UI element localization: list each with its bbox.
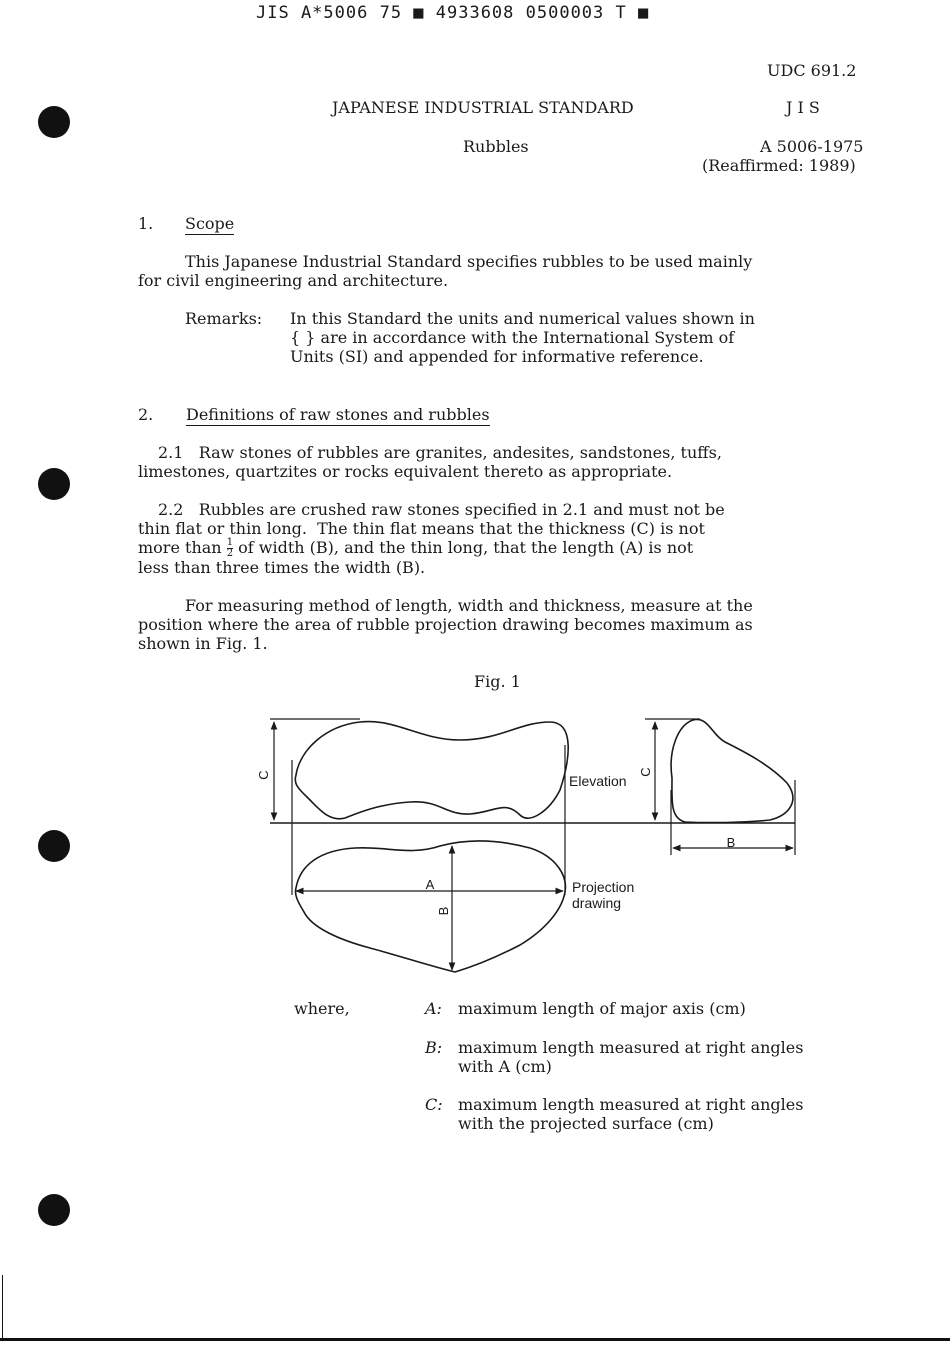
dim-label-c-side: C	[638, 767, 653, 777]
legend-text-a: maximum length of major axis (cm)	[458, 999, 746, 1018]
document-subject: Rubbles	[463, 137, 529, 156]
bottom-edge-line	[0, 1338, 950, 1341]
dim-label-a: A	[425, 877, 435, 892]
label-projection-drawing: drawing	[572, 895, 622, 911]
legend-symbol-b: B:	[425, 1038, 443, 1057]
legend-text-b: with A (cm)	[458, 1057, 552, 1076]
clause-text: more than	[138, 538, 222, 557]
left-edge-line	[2, 1275, 3, 1339]
remarks-line: { } are in accordance with the International System of	[290, 328, 735, 347]
remarks-label: Remarks:	[185, 309, 263, 328]
document-code-line: JIS A*5006 75 ■ 4933608 0500003 T ■	[256, 3, 650, 23]
figure-caption: Fig. 1	[474, 672, 521, 691]
clause-2-2-line: less than three times the width (B).	[138, 558, 426, 577]
dim-label-b-side: B	[726, 835, 736, 850]
measuring-paragraph-line: position where the area of rubble projection drawing becomes maximum as	[138, 615, 753, 634]
dim-label-c-front: C	[256, 770, 271, 780]
remarks-line: In this Standard the units and numerical values shown in	[290, 309, 755, 328]
section-number: 1.	[138, 214, 154, 233]
legend-text-c: with the projected surface (cm)	[458, 1114, 714, 1133]
fraction-one-half: $\frac{1}{2}$	[226, 537, 234, 559]
clause-2-2-line: 2.2 Rubbles are crushed raw stones specified in 2.1 and must not be	[158, 500, 725, 519]
scope-paragraph-line: for civil engineering and architecture.	[138, 271, 449, 290]
legend-symbol-a: A:	[425, 999, 442, 1018]
clause-text: of width (B), and the thin long, that the length (A) is not	[238, 538, 694, 557]
measuring-paragraph-line: shown in Fig. 1.	[138, 634, 268, 653]
legend-text-c: maximum length measured at right angles	[458, 1095, 804, 1114]
jis-mark: J I S	[786, 98, 820, 117]
legend-where: where,	[294, 999, 350, 1018]
label-elevation: Elevation	[569, 773, 627, 789]
clause-2-1-line: 2.1 Raw stones of rubbles are granites, andesites, sandstones, tuffs,	[158, 443, 722, 462]
side-view-outline	[671, 719, 793, 822]
label-projection: Projection	[572, 879, 635, 895]
clause-2-2-line: thin flat or thin long. The thin flat means that the thickness (C) is not	[138, 519, 705, 538]
elevation-outline	[295, 722, 568, 819]
udc-number: UDC 691.2	[767, 61, 857, 80]
section-title: Scope	[185, 214, 235, 233]
scope-paragraph-line: This Japanese Industrial Standard specifies rubbles to be used mainly	[185, 252, 753, 271]
remarks-line: Units (SI) and appended for informative reference.	[290, 347, 704, 366]
clause-2-1-line: limestones, quartzites or rocks equivalent thereto as appropriate.	[138, 462, 673, 481]
standard-title: JAPANESE INDUSTRIAL STANDARD	[332, 98, 634, 117]
section-number: 2.	[138, 405, 154, 424]
dim-label-b-projection: B	[436, 906, 451, 916]
section-title: Definitions of raw stones and rubbles	[186, 405, 490, 424]
reaffirmed-date: (Reaffirmed: 1989)	[702, 156, 856, 175]
projection-outline	[295, 841, 565, 972]
legend-symbol-c: C:	[425, 1095, 443, 1114]
standard-number: A 5006-1975	[760, 137, 864, 156]
measuring-paragraph-line: For measuring method of length, width and thickness, measure at the	[185, 596, 753, 615]
legend-text-b: maximum length measured at right angles	[458, 1038, 804, 1057]
